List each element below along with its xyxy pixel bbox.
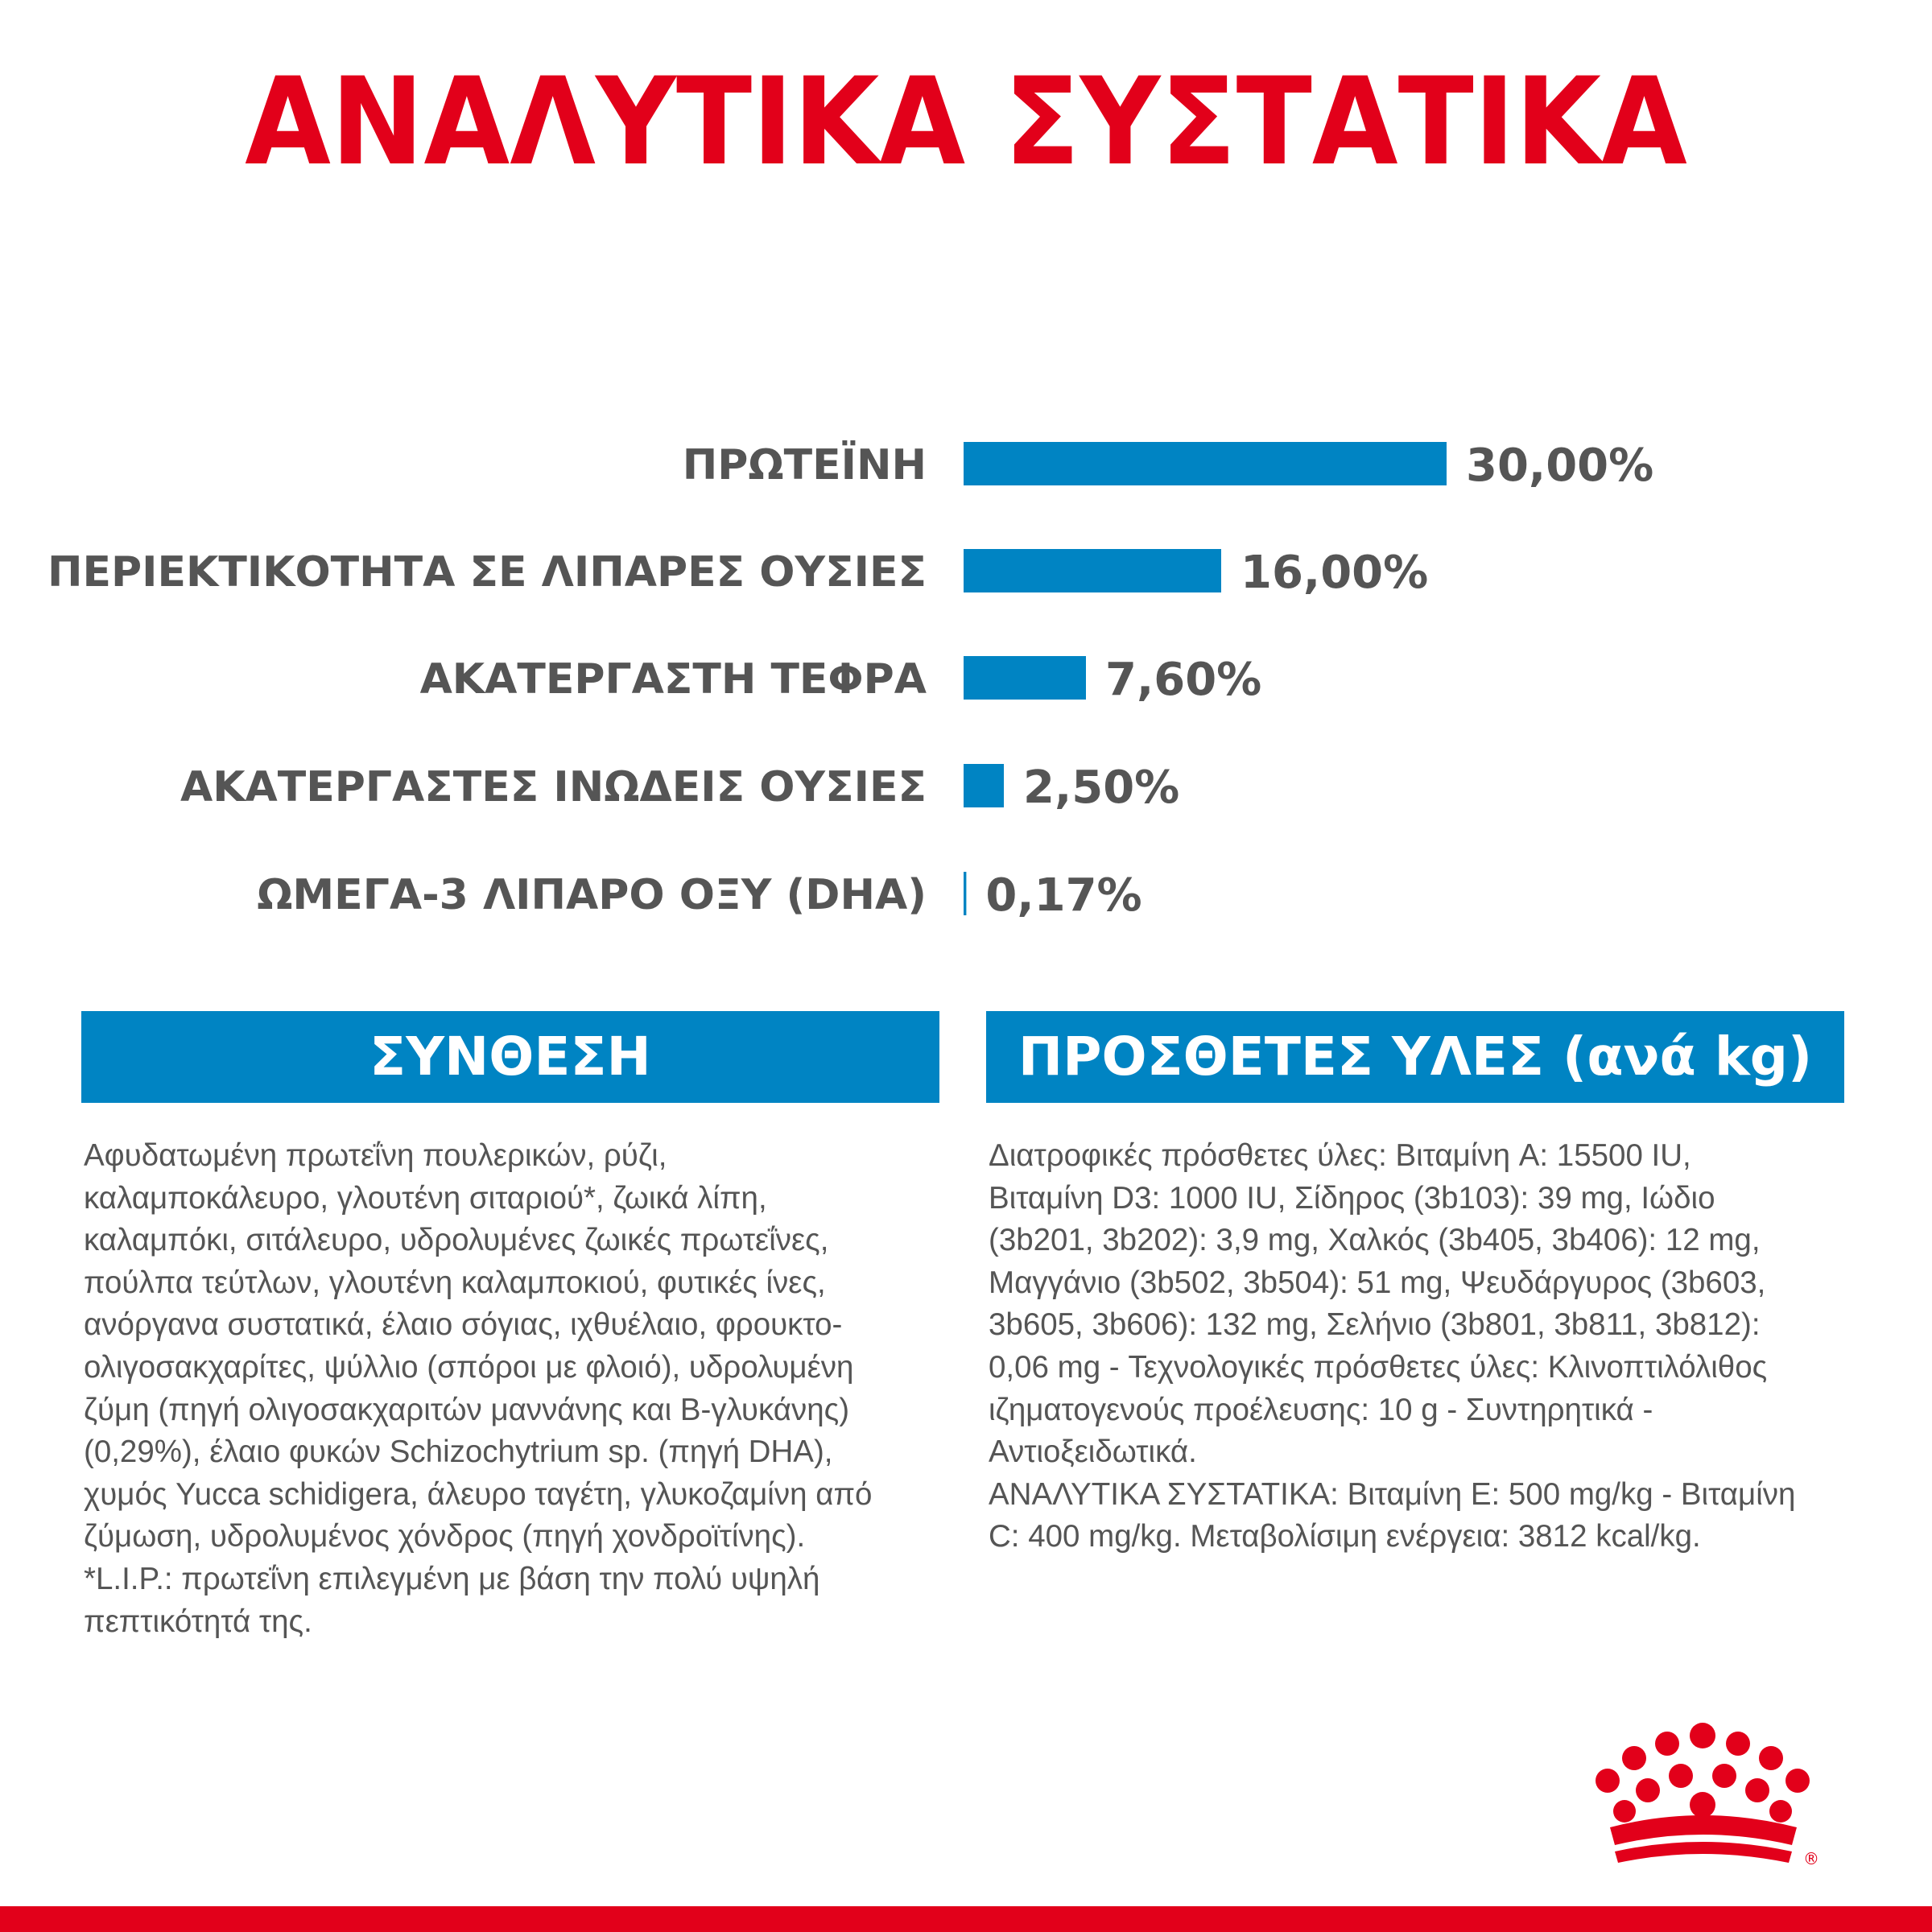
bar [964, 872, 966, 915]
bar [964, 442, 1447, 485]
category-label: ΠΡΩΤΕΪΝΗ [682, 441, 927, 489]
composition-text: Αφυδατωμένη πρωτεΐνη πουλερικών, ρύζι, καλαμποκάλευρο, γλουτένη σιταριού*, ζωικά λίπη, καλαμπόκι, σιτάλευρο, υδρολυμένες ζωικές πρωτεΐνες, πούλπα τεύτλων, γλουτένη καλαμποκιού, φυτικές ίνες, ανόργανα συστατικά, έλαιο σόγιας, ιχθυέλαιο, φρουκτο- ολιγοσακχαρίτες, ψύλλιο (σπόροι με φλοιό), υδρολυμένη ζύμη (πηγή ολιγοσακχαριτών μαννάνης και Β-γλυκάνης) (0,29%), έλαιο φυκών Schizochytrium sp. (πηγή DHA), χυμός Yucca schidigera, άλευρο ταγέτη, γλυκοζαμίνη από ζύμωση, υδρολυμένος χόνδρος (πηγή χονδροϊτίνης). *L.I.P.: πρωτεΐνη επιλεγμένη με βάση την πολύ υψηλή πεπτικότητά της. [84, 1138, 873, 1639]
value-label: 16,00% [1241, 547, 1429, 599]
additives-header: ΠΡΟΣΘΕΤΕΣ ΥΛΕΣ (ανά kg) [986, 1011, 1844, 1103]
crown-icon [1586, 1707, 1819, 1868]
value-label: 7,60% [1105, 654, 1262, 706]
category-label: ΠΕΡΙΕΚΤΙΚΟΤΗΤΑ ΣΕ ΛΙΠΑΡΕΣ ΟΥΣΙΕΣ [47, 548, 927, 597]
bar [964, 549, 1221, 592]
bar [964, 764, 1004, 807]
additives-text: Διατροφικές πρόσθετες ύλες: Βιταμίνη A: 15500 IU, Βιταμίνη D3: 1000 IU, Σίδηρος (3b103): 39 mg, Ιώδιο (3b201, 3b202): 3,9 mg, Χαλκός (3b405, 3b406): 12 mg, Μαγγάνιο (3b502, 3b504): 51 mg, Ψευδάργυρος (3b603, 3b605, 3b606): 132 mg, Σελήνιο (3b801, 3b811, 3b812): 0,06 mg - Τεχνολογικές πρόσθετες ύλες: Κλινοπτιλόλιθος ιζηματογενούς προέλευσης: 10 g - Συντηρητικά - Αντιοξειδωτικά. ΑΝΑΛΥΤΙΚΑ ΣΥΣΤΑΤΙΚΑ: Βιταμίνη E: 500 mg/kg - Βιταμίνη C: 400 mg/kg. Μεταβολίσιμη ενέργεια: 3812 kcal/kg. [989, 1138, 1796, 1554]
value-label: 30,00% [1466, 440, 1654, 492]
category-label: ΩΜΕΓΑ-3 ΛΙΠΑΡΟ ΟΞΥ (DHA) [257, 871, 927, 919]
category-label: ΑΚΑΤΕΡΓΑΣΤΗ ΤΕΦΡΑ [419, 655, 927, 704]
composition-header: ΣΥΝΘΕΣΗ [81, 1011, 939, 1103]
value-label: 0,17% [985, 869, 1142, 922]
bottom-band [0, 1906, 1932, 1932]
bar [964, 656, 1086, 700]
registered-mark: ® [1803, 1849, 1819, 1868]
page-title: ΑΝΑΛΥΤΙΚΑ ΣΥΣΤΑΤΙΚΑ [245, 52, 1687, 192]
category-label: ΑΚΑΤΕΡΓΑΣΤΕΣ ΙΝΩΔΕΙΣ ΟΥΣΙΕΣ [180, 763, 927, 811]
value-label: 2,50% [1023, 762, 1180, 814]
